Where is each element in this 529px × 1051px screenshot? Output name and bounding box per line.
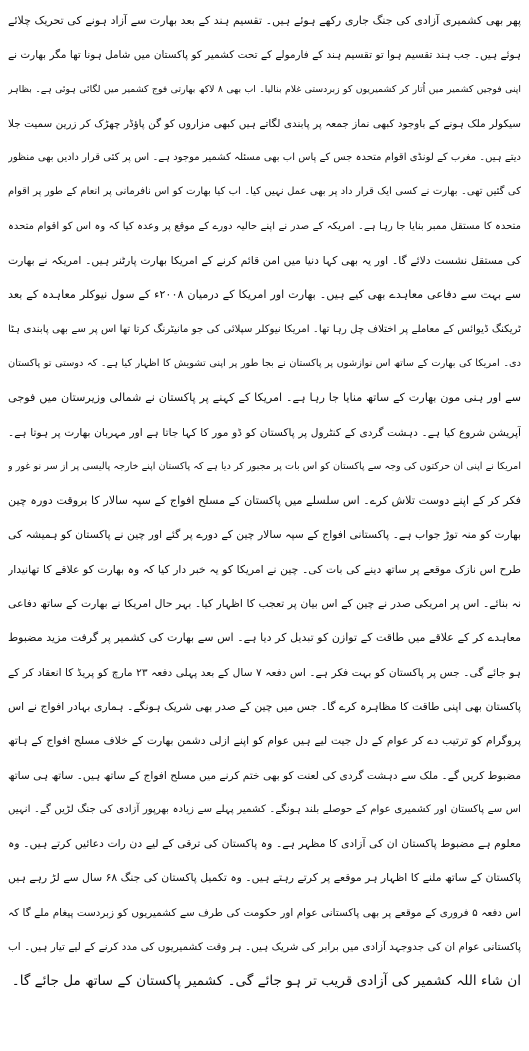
article-line: پاکستانی عوام ان کی جدوجہد آزادی میں برابر کی شریک ہیں۔ ہر وقت کشمیریوں کی مدد کرنے کے لیے تیار ہیں۔ اب bbox=[8, 941, 521, 954]
article-line: ان شاء اللہ کشمیر کی آزادی قریب تر ہو جائے گی۔ کشمیر پاکستان کے ساتھ مل جائے گا۔ bbox=[11, 973, 521, 990]
article-line: بھارت کو منہ توڑ جواب ہے۔ پاکستانی افواج کے سپہ سالار چین کے دورے پر گئے اور چین نے پاکستان کو ہمیشہ کی bbox=[8, 528, 521, 542]
article-line: دیتے ہیں۔ مغرب کے لونڈی اقوام متحدہ جس کے پاس اب بھی مسئلہ کشمیر موجود ہے۔ اس پر کئی قرار دادیں بھی منظور bbox=[8, 152, 521, 164]
article-line: اس دفعہ ۵ فروری کے موقعے پر بھی پاکستانی عوام اور حکومت کی طرف سے کشمیریوں کو زبردست پیغام ملے گا کہ bbox=[8, 906, 521, 919]
article-line: پاکستان بھی اپنی طاقت کا مظاہرہ کرے گا۔ جس میں چین کے صدر بھی شریک ہونگے۔ ہماری بہادر افواج نے اس bbox=[8, 699, 521, 713]
article-line: سیکولر ملک ہونے کے باوجود کبھی نماز جمعہ پر پابندی لگاتے ہیں کبھی مزاروں کو گن پاؤڈر چھڑک کر زرین سمیت جلا bbox=[8, 117, 521, 130]
article-line: امریکا نے اپنی ان حرکتوں کی وجہ سے پاکستان کو اس بات پر مجبور کر دیا ہے کہ پاکستان اپنے خارجہ پالیسی پر از سر نو غور و bbox=[8, 460, 521, 472]
article-line: طرح اس نازک موقعے پر ساتھ دینے کی بات کی۔ چین نے امریکا کو یہ خبر دار کیا کہ وہ بھارت کو علاقے کا تھانیدار bbox=[8, 562, 521, 576]
article-line: پاکستان کے ساتھ ملنے کا اظہار ہر موقعے پر کرتے رہتے ہیں۔ وہ تکمیل پاکستان کی جنگ ۶۸ سال سے لڑ رہے ہیں bbox=[8, 871, 521, 885]
article-line: ہوئے ہیں۔ جب ہند تقسیم ہوا تو تقسیم ہند کے فارمولے کے تحت کشمیر کو پاکستان میں شامل ہونا تھا مگر بھارت نے bbox=[8, 49, 521, 62]
article-line: کی مستقل نشست دلائے گا۔ اور یہ بھی کہا دنیا میں امن قائم کرنے کے امریکا بھارت پارٹنر ہیں۔ امریکہ نے بھارت bbox=[8, 254, 521, 268]
article-line: سے اور ہنی مون بھارت کے ساتھ منایا جا رہا ہے۔ امریکا کے کہنے پر پاکستان نے شمالی وزیرستان میں فوجی bbox=[8, 391, 521, 405]
article-line: معاہدے کر کے علاقے میں طاقت کے توازن کو تبدیل کر دیا ہے۔ اس سے بھارت کی کشمیر پر گرفت مزید مضبوط bbox=[8, 631, 521, 645]
article-line: فکر کر کے اپنے دوست تلاش کرے۔ اس سلسلے میں پاکستان کے مسلح افواج کے سپہ سالار کا بروقت دورہ چین bbox=[8, 494, 521, 508]
article-line: کی گئیں تھی۔ بھارت نے کسی ایک قرار داد پر بھی عمل نہیں کیا۔ اب کیا بھارت کو اس نافرمانی پر انعام کے طور پر اقوام bbox=[8, 186, 521, 198]
article-line: اپنی فوجیں کشمیر میں اُتار کر کشمیریوں کو زبردستی غلام بنالیا۔ اب بھی ۸ لاکھ بھارتی فوج کشمیر میں لگائی ہوئی ہے۔ بظاہر bbox=[8, 83, 521, 95]
urdu-article-body bbox=[8, 4, 521, 999]
article-line: پروگرام کو ترتیب دے کر عوام کے دل جیت لیے ہیں عوام کو اپنے ازلی دشمن بھارت کے خلاف مسلح افواج کے ہاتھ bbox=[8, 734, 521, 748]
article-line: ٹریکنگ ڈیوائس کے معاملے پر اختلاف چل رہا تھا۔ امریکا نیوکلر سپلائی کی جو مانیٹرنگ کرتا تھا اس پر سے بھی پابندی ہٹا bbox=[8, 323, 521, 335]
article-line: دی۔ امریکا کی بھارت کے ساتھ اس نوازشوں پر پاکستان نے بجا طور پر اپنی تشویش کا اظہار کیا ہے۔ کہ دوستی تو پاکستان bbox=[8, 357, 521, 369]
article-line: ہو جائے گی۔ جس پر پاکستان کو بہت فکر ہے۔ اس دفعہ ۷ سال کے بعد پہلی دفعہ ۲۳ مارچ کو پریڈ کا انعقاد کر کے bbox=[8, 666, 521, 679]
article-line: متحدہ کا مستقل ممبر بنایا جا رہا ہے۔ امریکہ کے صدر نے اپنے حالیہ دورے کے موقع پر وعدہ کیا کہ وہ اس کو اقوام متحدہ bbox=[8, 220, 521, 232]
article-line: اس سے پاکستان اور کشمیری عوام کے حوصلے بلند ہونگے۔ کشمیر پہلے سے زیادہ بھرپور آزادی کی جنگ لڑیں گے۔ انہیں bbox=[8, 803, 521, 815]
article-line: معلوم ہے مضبوط پاکستان ان کی آزادی کا مظہر ہے۔ وہ پاکستان کی ترقی کے لیے دن رات دعائیں کرتے ہیں۔ وہ bbox=[8, 837, 521, 851]
article-line: سے بہت سے دفاعی معاہدے بھی کیے ہیں۔ بھارت اور امریکا کے درمیان ۲۰۰۸ء کے سول نیوکلر معاہدہ کے بعد bbox=[8, 288, 521, 302]
article-line: نہ بنائے۔ اس پر امریکی صدر نے چین کے اس بیان پر تعجب کا اظہار کیا۔ بہر حال امریکا نے بھارت کے ساتھ دفاعی bbox=[8, 597, 521, 611]
article-line: پھر بھی کشمیری آزادی کی جنگ جاری رکھے ہوئے ہیں۔ تقسیم ہند کے بعد بھارت سے آزاد ہونے کی تحریک چلائے bbox=[8, 14, 521, 27]
article-line: مضبوط کریں گے۔ ملک سے دہشت گردی کی لعنت کو بھی ختم کرنے میں مسلح افواج کے ساتھ ہیں۔ ساتھ ہی ساتھ bbox=[8, 769, 521, 782]
article-line: آپریشن شروع کیا ہے۔ دہشت گردی کے کنٹرول پر پاکستان کو ڈو مور کا کہا جاتا ہے اور مہربان بھارت پر ہوتا ہے۔ bbox=[8, 426, 521, 439]
